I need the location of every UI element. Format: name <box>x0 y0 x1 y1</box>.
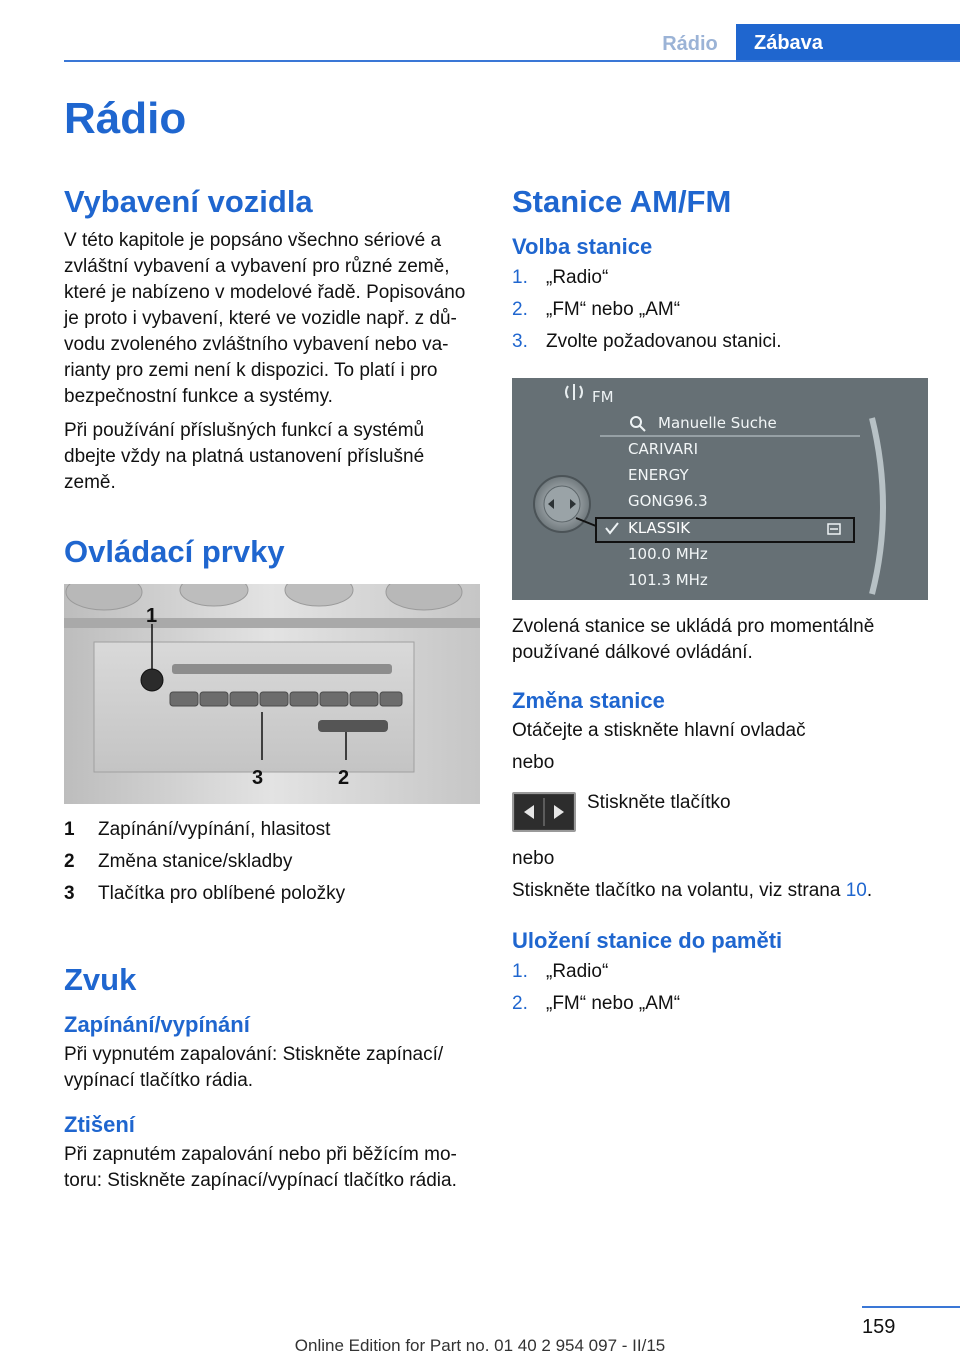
radio-controls-photo <box>64 584 480 804</box>
step-number: 2. <box>512 299 528 320</box>
fm-list-item[interactable]: 100.0 MHz <box>628 545 708 563</box>
text-line: dbejte vždy na platná ustanovení příslušné <box>64 446 425 467</box>
heading-volba: Volba stanice <box>512 234 653 259</box>
legend-item <box>64 814 482 846</box>
text-line: Při vypnutém zapalování: Stiskněte zapínací/ <box>64 1044 444 1065</box>
section-zmena-continued <box>512 846 952 1020</box>
text-volant <box>512 878 952 904</box>
callout-3: 3 <box>252 767 264 789</box>
ulozeni-steps <box>512 956 952 1020</box>
header-tab-radio[interactable]: Rádio <box>662 33 718 55</box>
list-item <box>512 956 952 988</box>
text-line: vodu zvoleného zvláštního vybavení nebo va- <box>64 334 449 355</box>
text-line: používané dálkové ovládání. <box>512 642 753 663</box>
text-line: země. <box>64 472 116 493</box>
paragraph-vybaveni-1 <box>64 228 482 410</box>
heading-ztiseni: Ztišení <box>64 1112 135 1137</box>
heading-zmena: Změna stanice <box>512 688 665 713</box>
heading-vybaveni: Vybavení vozidla <box>64 184 313 219</box>
fm-band-label: FM <box>592 388 614 406</box>
legend-list <box>64 814 482 910</box>
footer-edition: Online Edition for Part no. 01 40 2 954 097 - II/15 <box>294 1336 666 1355</box>
text-line: je proto i vybavení, které ve vozidle např. z dů- <box>64 308 457 329</box>
section-zvuk <box>64 962 482 1194</box>
text-line: zvláštní vybavení a vybavení pro různé země, <box>64 256 450 277</box>
step-number: 3. <box>512 331 528 352</box>
legend-item <box>64 878 482 910</box>
radio-controls-illustration <box>64 584 480 804</box>
text-line: toru: Stiskněte zapínací/vypínací tlačítko rádia. <box>64 1170 457 1191</box>
section-after-screen <box>512 614 952 776</box>
footer-rule <box>862 1306 960 1308</box>
step-text: Zvolte požadovanou stanici. <box>546 331 782 352</box>
heading-stanice: Stanice AM/FM <box>512 184 732 219</box>
paragraph-ztiseni <box>64 1142 482 1194</box>
volba-steps <box>512 262 952 358</box>
seek-button-image <box>512 792 576 832</box>
heading-zvuk: Zvuk <box>64 962 137 997</box>
callout-1: 1 <box>146 605 158 627</box>
fm-list-item-selected[interactable]: KLASSIK <box>628 519 691 537</box>
header-rule <box>64 60 960 62</box>
text-line: Zvolená stanice se ukládá pro momentálně <box>512 616 875 637</box>
text-line: bezpečnostní funkce a systémy. <box>64 386 333 407</box>
paragraph-zapinani <box>64 1042 482 1094</box>
fm-list-item[interactable]: ENERGY <box>628 466 689 484</box>
list-item <box>512 988 952 1020</box>
fm-list-item[interactable]: 101.3 MHz <box>628 571 708 589</box>
legend-number: 3 <box>64 883 75 904</box>
page-link-10[interactable]: 10 <box>845 880 867 901</box>
text-line: které je nabízeno v modelové řadě. Popisováno <box>64 282 466 303</box>
fm-list-item[interactable]: GONG96.3 <box>628 492 708 510</box>
text-nebo-2: nebo <box>512 848 555 869</box>
step-text: „Radio“ <box>546 961 609 982</box>
heading-zapinani: Zapínání/vypínání <box>64 1012 250 1037</box>
text-line: Při zapnutém zapalování nebo při běžícím mo- <box>64 1144 457 1165</box>
fm-screen-art <box>512 378 928 600</box>
section-ovladaci <box>64 534 482 570</box>
legend-text: Tlačítka pro oblíbené položky <box>98 883 346 904</box>
seek-arrows-icon <box>514 794 574 830</box>
step-text: „Radio“ <box>546 267 609 288</box>
text-line: rianty pro zemi není k dispozici. To platí i pro <box>64 360 438 381</box>
text-line: vypínací tlačítko rádia. <box>64 1070 254 1091</box>
list-item <box>512 326 952 358</box>
fm-list-item[interactable]: CARIVARI <box>628 440 698 458</box>
heading-ulozeni: Uložení stanice do paměti <box>512 928 783 953</box>
text-stisknete-tlacitko: Stiskněte tlačítko <box>587 792 731 813</box>
header-tab-zabava[interactable]: Zábava <box>736 24 960 62</box>
callout-2: 2 <box>338 767 350 789</box>
step-number: 1. <box>512 267 528 288</box>
page-title: Rádio <box>64 94 187 143</box>
text-line: V této kapitole je popsáno všechno sériové a <box>64 230 442 251</box>
step-number: 1. <box>512 961 528 982</box>
section-stanice <box>512 184 952 358</box>
step-text: „FM“ nebo „AM“ <box>546 993 681 1014</box>
page-number: 159 <box>862 1316 896 1338</box>
heading-ovladaci: Ovládací prvky <box>64 534 285 569</box>
text-line: Při používání příslušných funkcí a systémů <box>64 420 425 441</box>
text-nebo: nebo <box>512 752 555 773</box>
list-item <box>512 262 952 294</box>
legend-number: 2 <box>64 851 75 872</box>
legend-text: Zapínání/vypínání, hlasitost <box>98 819 331 840</box>
legend-number: 1 <box>64 819 75 840</box>
fm-list-item[interactable]: Manuelle Suche <box>658 414 777 432</box>
step-number: 2. <box>512 993 528 1014</box>
text-zmena-line1: Otáčejte a stiskněte hlavní ovladač <box>512 720 806 741</box>
step-text: „FM“ nebo „AM“ <box>546 299 681 320</box>
fm-screen <box>512 378 928 600</box>
text-period: . <box>866 880 873 901</box>
paragraph-vybaveni-2 <box>64 418 482 496</box>
paragraph-after-screen <box>512 614 952 666</box>
section-vybaveni <box>64 184 482 496</box>
text-volant-main: Stiskněte tlačítko na volantu, viz strana <box>512 880 846 901</box>
legend-text: Změna stanice/skladby <box>98 851 293 872</box>
legend-item <box>64 846 482 878</box>
list-item <box>512 294 952 326</box>
